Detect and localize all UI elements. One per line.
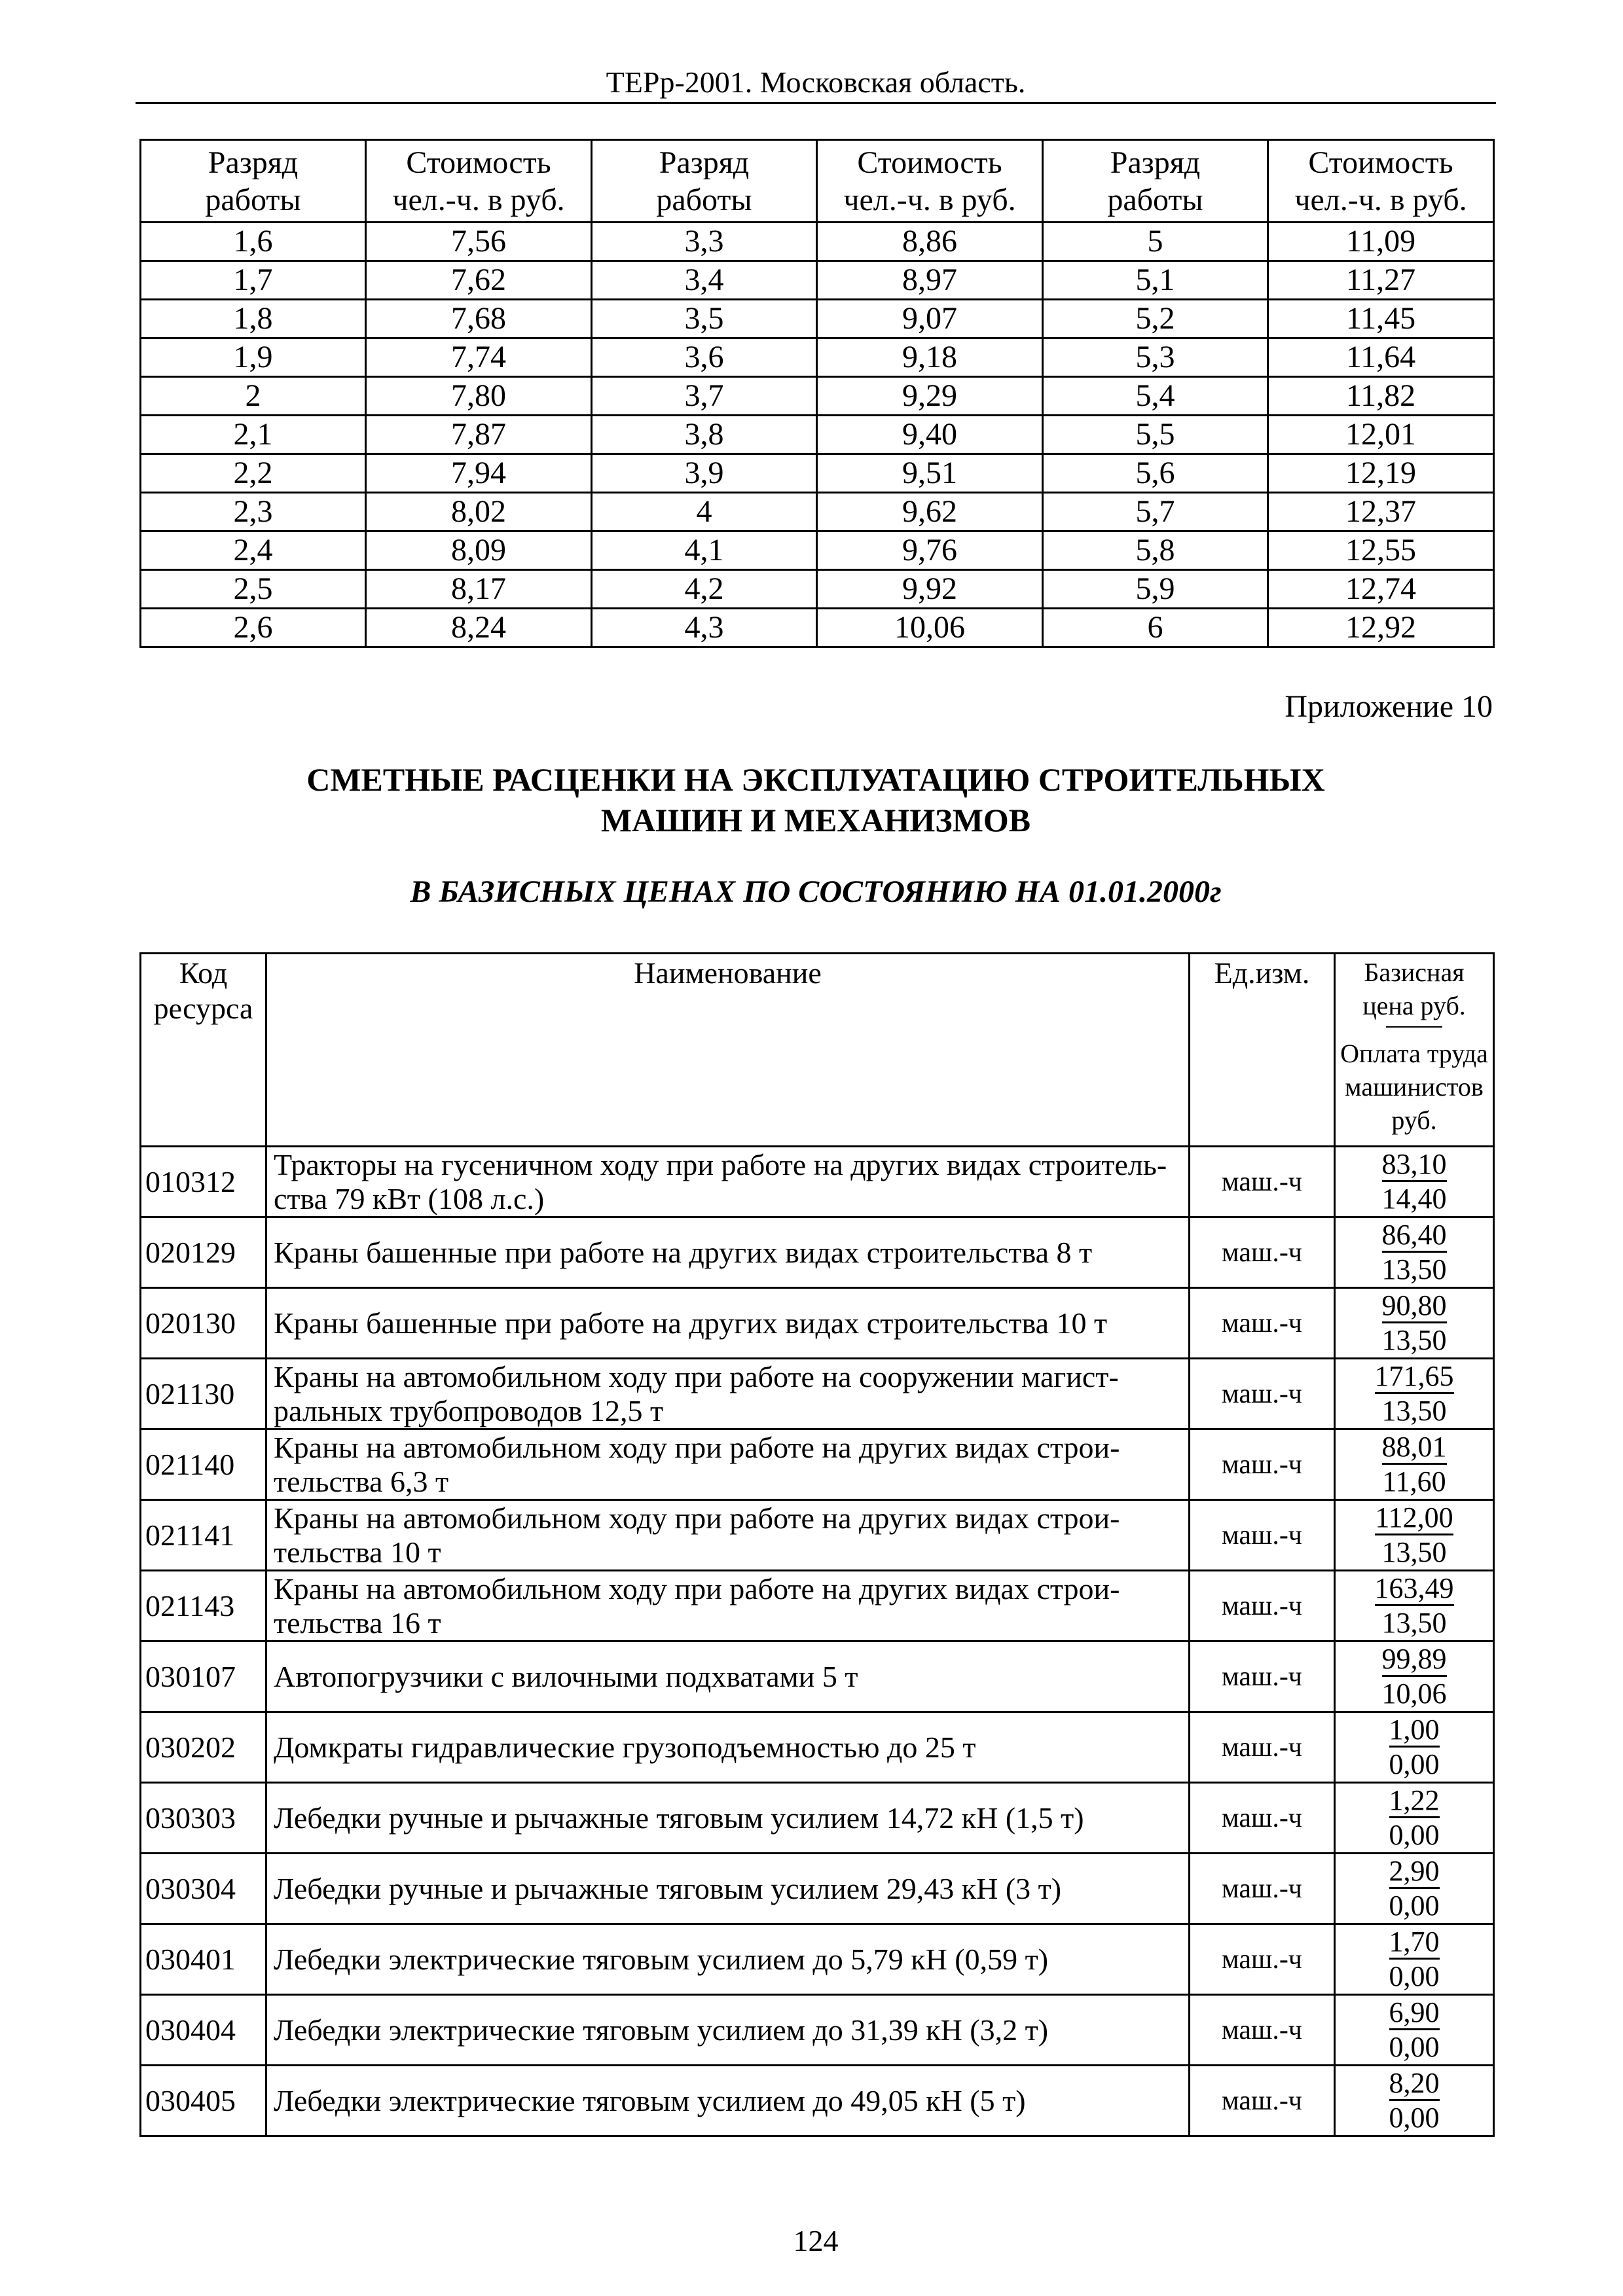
cost-cell: 11,27	[1268, 261, 1494, 300]
operator-wage: 0,00	[1389, 2101, 1440, 2134]
rank-cell: 3,8	[592, 416, 817, 454]
price-cell	[1335, 1641, 1494, 1712]
rank-cell: 2,6	[141, 609, 366, 647]
table-row	[141, 377, 1494, 416]
cost-cell: 12,92	[1268, 609, 1494, 647]
cost-cell: 12,74	[1268, 570, 1494, 609]
resource-code-cell: 030304	[141, 1854, 266, 1924]
table-row	[141, 570, 1494, 609]
unit-cell: маш.-ч	[1190, 1147, 1335, 1217]
base-price: 99,89	[1382, 1643, 1447, 1677]
header-unit: Ед.изм.	[1190, 954, 1335, 1147]
operator-wage: 11,60	[1382, 1465, 1446, 1498]
base-price: 6,90	[1389, 1997, 1440, 2030]
header-name: Наименование	[266, 954, 1190, 1147]
machines-header-row	[141, 954, 1494, 1147]
cost-cell: 9,18	[817, 338, 1043, 377]
operator-wage: 0,00	[1389, 1960, 1440, 1992]
cost-cell: 9,92	[817, 570, 1043, 609]
rank-cell: 4,3	[592, 609, 817, 647]
table-row	[141, 416, 1494, 454]
cost-cell: 9,76	[817, 531, 1043, 570]
rank-cell: 5	[1043, 223, 1268, 261]
machine-name-cell: Краны на автомобильном ходу при работе на других видах строи- тельства 6,3 т	[266, 1429, 1190, 1500]
operator-wage: 0,00	[1389, 1748, 1440, 1780]
price-cell	[1335, 1571, 1494, 1641]
section-subtitle: В БАЗИСНЫХ ЦЕНАХ ПО СОСТОЯНИЮ НА 01.01.2000г	[410, 874, 1222, 909]
machine-name-cell: Краны на автомобильном ходу при работе на других видах строи- тельства 16 т	[266, 1571, 1190, 1641]
price-cell	[1335, 1783, 1494, 1854]
table-row	[141, 1571, 1494, 1641]
price-cell	[1335, 1429, 1494, 1500]
cost-cell: 7,62	[366, 261, 592, 300]
header-base-price: Базисная цена руб.	[1362, 958, 1466, 1020]
table-row	[141, 1500, 1494, 1571]
operator-wage: 13,50	[1381, 1394, 1447, 1427]
unit-cell: маш.-ч	[1190, 2066, 1335, 2136]
price-cell	[1335, 1924, 1494, 1995]
rank-cell: 1,8	[141, 300, 366, 338]
unit-cell: маш.-ч	[1190, 1924, 1335, 1995]
resource-code-cell: 030404	[141, 1995, 266, 2066]
base-price: 1,70	[1389, 1926, 1440, 1960]
base-price: 2,90	[1389, 1856, 1440, 1889]
rank-cell: 2,3	[141, 493, 366, 531]
rank-cell: 1,6	[141, 223, 366, 261]
unit-cell: маш.-ч	[1190, 1854, 1335, 1924]
wage-rates-table	[139, 139, 1495, 648]
unit-cell: маш.-ч	[1190, 1712, 1335, 1783]
table-row	[141, 1147, 1494, 1217]
cost-cell: 10,06	[817, 609, 1043, 647]
cost-cell: 7,94	[366, 454, 592, 493]
cost-cell: 12,01	[1268, 416, 1494, 454]
price-cell	[1335, 1147, 1494, 1217]
unit-cell: маш.-ч	[1190, 1641, 1335, 1712]
table-row	[141, 1217, 1494, 1288]
resource-code-cell: 020130	[141, 1288, 266, 1359]
header-rank: Разряд работы	[592, 140, 817, 223]
cost-cell: 8,97	[817, 261, 1043, 300]
resource-code-cell: 030107	[141, 1641, 266, 1712]
operator-wage: 13,50	[1381, 1606, 1447, 1639]
header-cost: Стоимость чел.-ч. в руб.	[817, 140, 1043, 223]
header-divider	[1386, 1026, 1442, 1028]
running-header: ТЕРр-2001. Московская область.	[606, 65, 1026, 99]
machine-name-cell: Краны на автомобильном ходу при работе на сооружении магист- ральных трубопроводов 12,5 т	[266, 1359, 1190, 1429]
price-cell	[1335, 1854, 1494, 1924]
machine-name-cell: Тракторы на гусеничном ходу при работе на других видах строитель- ства 79 кВт (108 л.с.)	[266, 1147, 1190, 1217]
cost-cell: 8,86	[817, 223, 1043, 261]
table-row	[141, 1712, 1494, 1783]
cost-cell: 9,07	[817, 300, 1043, 338]
base-price: 90,80	[1382, 1290, 1447, 1323]
price-cell	[1335, 1712, 1494, 1783]
table-row	[141, 454, 1494, 493]
unit-cell: маш.-ч	[1190, 1288, 1335, 1359]
machine-name-cell: Лебедки ручные и рычажные тяговым усилием 29,43 кН (3 т)	[266, 1854, 1190, 1924]
base-price: 1,22	[1389, 1785, 1440, 1818]
base-price: 86,40	[1382, 1219, 1447, 1253]
cost-cell: 7,80	[366, 377, 592, 416]
base-price: 83,10	[1382, 1149, 1447, 1182]
rank-cell: 5,5	[1043, 416, 1268, 454]
operator-wage: 13,50	[1381, 1535, 1447, 1568]
machine-name-cell: Домкраты гидравлические грузоподъемностью до 25 т	[266, 1712, 1190, 1783]
table-row	[141, 300, 1494, 338]
machine-name-cell: Краны башенные при работе на других видах строительства 10 т	[266, 1288, 1190, 1359]
cost-cell: 12,19	[1268, 454, 1494, 493]
rank-cell: 2,1	[141, 416, 366, 454]
cost-cell: 11,64	[1268, 338, 1494, 377]
table-row	[141, 1783, 1494, 1854]
rank-cell: 3,7	[592, 377, 817, 416]
resource-code-cell: 030405	[141, 2066, 266, 2136]
cost-cell: 8,02	[366, 493, 592, 531]
unit-cell: маш.-ч	[1190, 1359, 1335, 1429]
rank-cell: 1,7	[141, 261, 366, 300]
wage-rates-body	[141, 223, 1494, 647]
unit-cell: маш.-ч	[1190, 1995, 1335, 2066]
table-row	[141, 1429, 1494, 1500]
price-cell	[1335, 1359, 1494, 1429]
price-cell	[1335, 1217, 1494, 1288]
cost-cell: 11,09	[1268, 223, 1494, 261]
rank-cell: 5,1	[1043, 261, 1268, 300]
machine-name-cell: Лебедки электрические тяговым усилием до 31,39 кН (3,2 т)	[266, 1995, 1190, 2066]
wage-rates-header-row	[141, 140, 1494, 223]
header-cost: Стоимость чел.-ч. в руб.	[366, 140, 592, 223]
rank-cell: 5,8	[1043, 531, 1268, 570]
rank-cell: 6	[1043, 609, 1268, 647]
cost-cell: 8,09	[366, 531, 592, 570]
rank-cell: 4,2	[592, 570, 817, 609]
header-cost: Стоимость чел.-ч. в руб.	[1268, 140, 1494, 223]
resource-code-cell: 030202	[141, 1712, 266, 1783]
cost-cell: 7,87	[366, 416, 592, 454]
table-row	[141, 1924, 1494, 1995]
cost-cell: 7,74	[366, 338, 592, 377]
table-row	[141, 1641, 1494, 1712]
resource-code-cell: 021130	[141, 1359, 266, 1429]
operator-wage: 14,40	[1381, 1182, 1447, 1215]
cost-cell: 7,68	[366, 300, 592, 338]
rank-cell: 2	[141, 377, 366, 416]
table-row	[141, 338, 1494, 377]
operator-wage: 13,50	[1381, 1323, 1447, 1356]
resource-code-cell: 021140	[141, 1429, 266, 1500]
rank-cell: 5,3	[1043, 338, 1268, 377]
rank-cell: 5,7	[1043, 493, 1268, 531]
rank-cell: 2,4	[141, 531, 366, 570]
resource-code-cell: 030401	[141, 1924, 266, 1995]
operator-wage: 10,06	[1381, 1677, 1447, 1710]
base-price: 88,01	[1382, 1431, 1447, 1465]
rank-cell: 3,9	[592, 454, 817, 493]
base-price: 171,65	[1375, 1361, 1454, 1394]
price-cell	[1335, 2066, 1494, 2136]
operator-wage: 0,00	[1389, 1818, 1440, 1851]
machine-name-cell: Лебедки ручные и рычажные тяговым усилием 14,72 кН (1,5 т)	[266, 1783, 1190, 1854]
unit-cell: маш.-ч	[1190, 1571, 1335, 1641]
rank-cell: 4,1	[592, 531, 817, 570]
table-row	[141, 261, 1494, 300]
resource-code-cell: 021141	[141, 1500, 266, 1571]
header-resource-code: Код ресурса	[141, 954, 266, 1147]
unit-cell: маш.-ч	[1190, 1783, 1335, 1854]
table-row	[141, 1995, 1494, 2066]
base-price: 8,20	[1389, 2068, 1440, 2101]
rank-cell: 5,4	[1043, 377, 1268, 416]
machine-name-cell: Автопогрузчики с вилочными подхватами 5 т	[266, 1641, 1190, 1712]
resource-code-cell: 020129	[141, 1217, 266, 1288]
cost-cell: 7,56	[366, 223, 592, 261]
appendix-label: Приложение 10	[1285, 689, 1493, 724]
cost-cell: 8,24	[366, 609, 592, 647]
rank-cell: 5,2	[1043, 300, 1268, 338]
cost-cell: 9,29	[817, 377, 1043, 416]
rank-cell: 4	[592, 493, 817, 531]
header-rule	[136, 102, 1496, 104]
machines-price-table	[139, 952, 1495, 2137]
rank-cell: 3,4	[592, 261, 817, 300]
base-price: 163,49	[1375, 1573, 1454, 1606]
machine-name-cell: Лебедки электрические тяговым усилием до 5,79 кН (0,59 т)	[266, 1924, 1190, 1995]
unit-cell: маш.-ч	[1190, 1429, 1335, 1500]
table-row	[141, 609, 1494, 647]
machine-name-cell: Лебедки электрические тяговым усилием до 49,05 кН (5 т)	[266, 2066, 1190, 2136]
cost-cell: 9,51	[817, 454, 1043, 493]
cost-cell: 11,82	[1268, 377, 1494, 416]
resource-code-cell: 021143	[141, 1571, 266, 1641]
cost-cell: 8,17	[366, 570, 592, 609]
table-row	[141, 2066, 1494, 2136]
price-cell	[1335, 1288, 1494, 1359]
cost-cell: 12,37	[1268, 493, 1494, 531]
resource-code-cell: 010312	[141, 1147, 266, 1217]
table-row	[141, 1288, 1494, 1359]
header-rank: Разряд работы	[1043, 140, 1268, 223]
header-price	[1335, 954, 1494, 1147]
rank-cell: 3,5	[592, 300, 817, 338]
operator-wage: 0,00	[1389, 2030, 1440, 2063]
operator-wage: 0,00	[1389, 1889, 1440, 1922]
unit-cell: маш.-ч	[1190, 1500, 1335, 1571]
cost-cell: 9,40	[817, 416, 1043, 454]
rank-cell: 2,5	[141, 570, 366, 609]
price-cell	[1335, 1500, 1494, 1571]
machines-body	[141, 1147, 1494, 2136]
unit-cell: маш.-ч	[1190, 1217, 1335, 1288]
operator-wage: 13,50	[1381, 1253, 1447, 1285]
header-rank: Разряд работы	[141, 140, 366, 223]
machine-name-cell: Краны башенные при работе на других видах строительства 8 т	[266, 1217, 1190, 1288]
table-row	[141, 493, 1494, 531]
rank-cell: 5,6	[1043, 454, 1268, 493]
section-title: СМЕТНЫЕ РАСЦЕНКИ НА ЭКСПЛУАТАЦИЮ СТРОИТЕЛЬНЫХ МАШИН И МЕХАНИЗМОВ	[306, 761, 1325, 838]
rank-cell: 2,2	[141, 454, 366, 493]
table-row	[141, 531, 1494, 570]
table-row	[141, 223, 1494, 261]
table-row	[141, 1359, 1494, 1429]
resource-code-cell: 030303	[141, 1783, 266, 1854]
cost-cell: 12,55	[1268, 531, 1494, 570]
base-price: 1,00	[1389, 1714, 1440, 1748]
table-row	[141, 1854, 1494, 1924]
rank-cell: 3,3	[592, 223, 817, 261]
cost-cell: 9,62	[817, 493, 1043, 531]
cost-cell: 11,45	[1268, 300, 1494, 338]
machine-name-cell: Краны на автомобильном ходу при работе на других видах строи- тельства 10 т	[266, 1500, 1190, 1571]
rank-cell: 3,6	[592, 338, 817, 377]
header-operator-wage: Оплата труда машинистов руб.	[1340, 1039, 1488, 1135]
price-cell	[1335, 1995, 1494, 2066]
base-price: 112,00	[1375, 1502, 1453, 1535]
page-number: 124	[793, 2224, 839, 2257]
rank-cell: 5,9	[1043, 570, 1268, 609]
rank-cell: 1,9	[141, 338, 366, 377]
